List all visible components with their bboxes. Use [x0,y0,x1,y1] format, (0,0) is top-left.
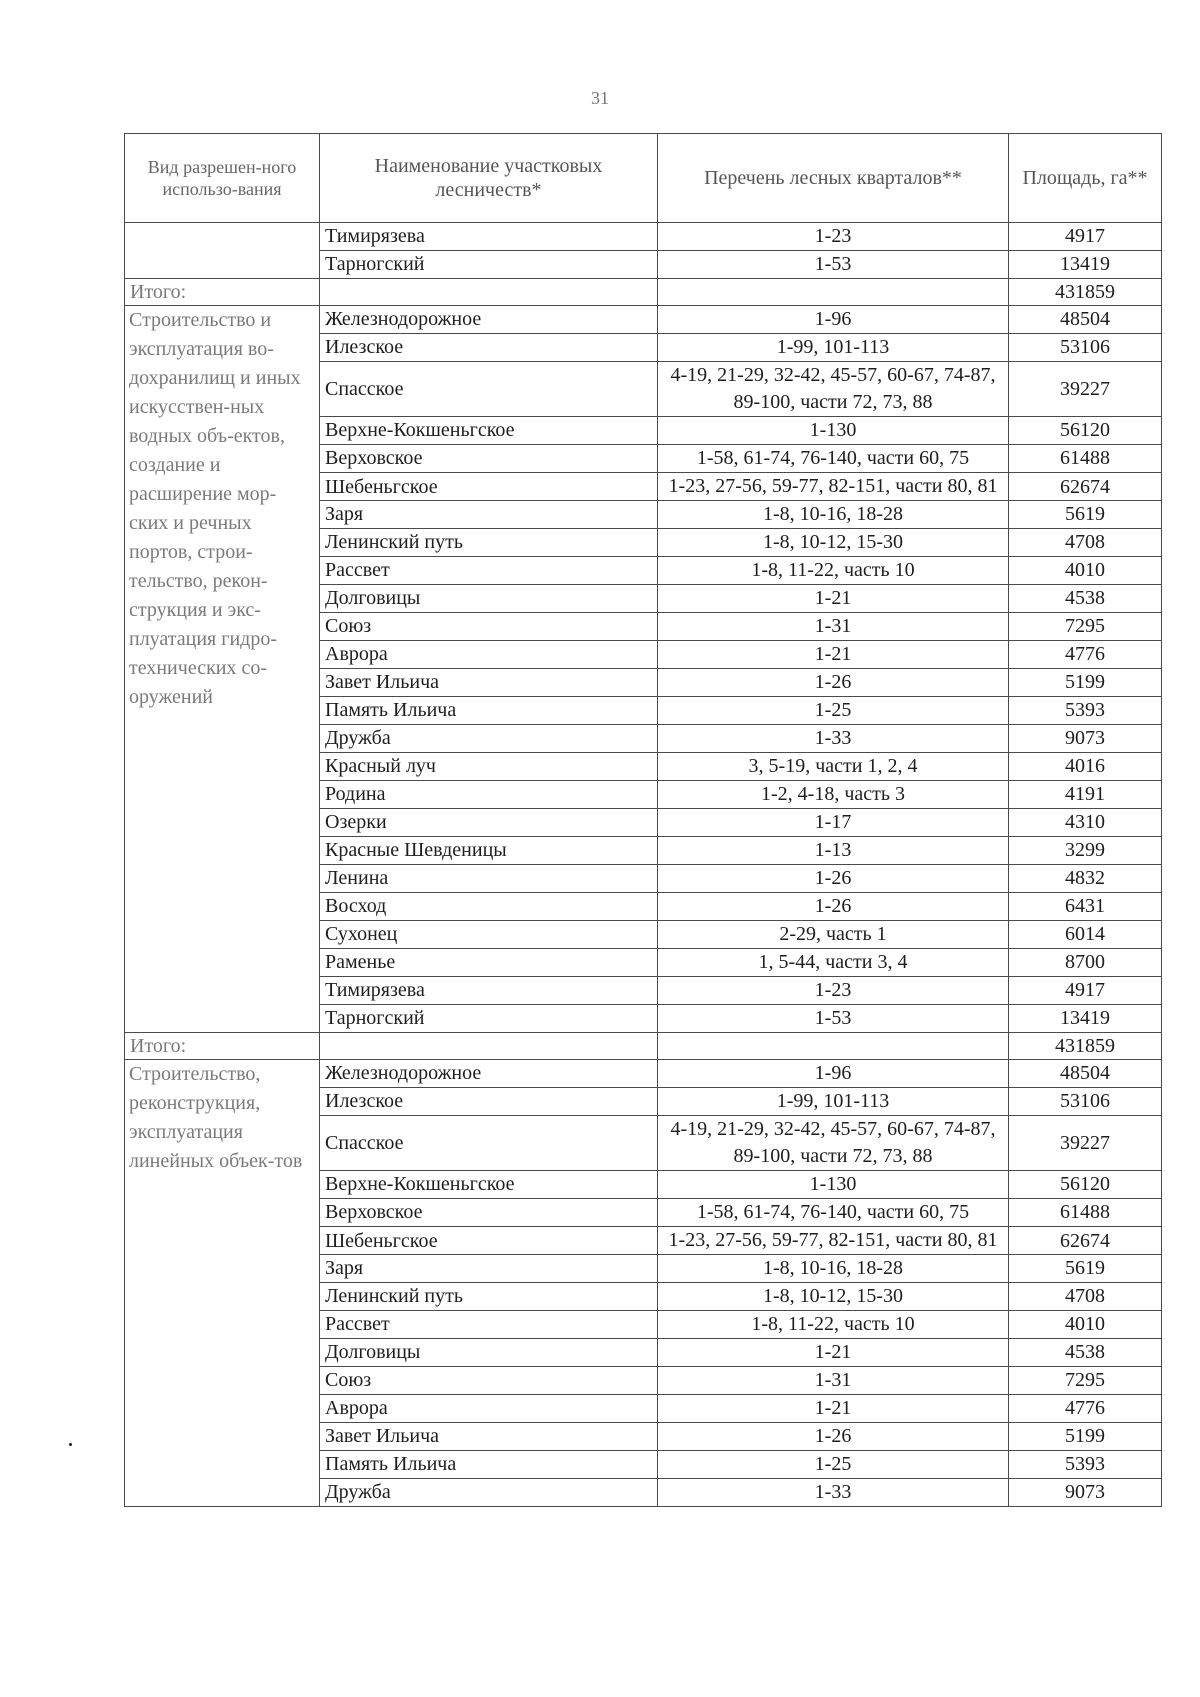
forestry-name: Тимирязева [320,977,658,1005]
area-value: 4016 [1009,753,1162,781]
forest-quarters-table [124,133,1162,1507]
forestry-name: Восход [320,893,658,921]
table-row [125,306,1162,334]
forestry-name: Память Ильича [320,1451,658,1479]
quarters-list: 1-23, 27-56, 59-77, 82-151, части 80, 81 [658,1227,1009,1255]
total-empty [320,1033,658,1060]
forestry-name: Рассвет [320,557,658,585]
table-body [125,223,1162,1507]
header-quarters: Перечень лесных кварталов** [658,134,1009,223]
area-value: 4708 [1009,529,1162,557]
forestry-name: Долговицы [320,585,658,613]
total-empty [658,1033,1009,1060]
quarters-list: 1-53 [658,1005,1009,1033]
forestry-name: Железнодорожное [320,1060,658,1088]
quarters-list: 4-19, 21-29, 32-42, 45-57, 60-67, 74-87, 89-100, части 72, 73, 88 [658,1116,1009,1171]
forestry-name: Сухонец [320,921,658,949]
forestry-name: Тарногский [320,1005,658,1033]
area-value: 4010 [1009,1311,1162,1339]
quarters-list: 1-23, 27-56, 59-77, 82-151, части 80, 81 [658,473,1009,501]
forestry-name: Озерки [320,809,658,837]
forestry-name: Долговицы [320,1339,658,1367]
quarters-list: 1-17 [658,809,1009,837]
quarters-list: 2-29, часть 1 [658,921,1009,949]
area-value: 5393 [1009,1451,1162,1479]
forestry-name: Дружба [320,725,658,753]
quarters-list: 1-26 [658,865,1009,893]
area-value: 9073 [1009,725,1162,753]
area-value: 5393 [1009,697,1162,725]
quarters-list: 1-26 [658,893,1009,921]
quarters-list: 1-21 [658,1339,1009,1367]
forestry-name: Верховское [320,1199,658,1227]
forestry-name: Илезское [320,334,658,362]
area-value: 4010 [1009,557,1162,585]
quarters-list: 1-99, 101-113 [658,334,1009,362]
quarters-list: 1-8, 11-22, часть 10 [658,1311,1009,1339]
quarters-list: 1-25 [658,697,1009,725]
area-value: 4191 [1009,781,1162,809]
area-value: 4917 [1009,223,1162,251]
area-value: 4708 [1009,1283,1162,1311]
area-value: 6014 [1009,921,1162,949]
usage-cell-continued [125,223,320,279]
quarters-list: 1-31 [658,613,1009,641]
area-value: 48504 [1009,1060,1162,1088]
forestry-name: Ленинский путь [320,1283,658,1311]
forestry-name: Аврора [320,641,658,669]
quarters-list: 1-130 [658,417,1009,445]
quarters-list: 1-33 [658,725,1009,753]
area-value: 56120 [1009,1171,1162,1199]
area-value: 4776 [1009,641,1162,669]
forestry-name: Тимирязева [320,223,658,251]
area-value: 62674 [1009,473,1162,501]
forestry-name: Ленинский путь [320,529,658,557]
quarters-list: 1-25 [658,1451,1009,1479]
quarters-list: 1-99, 101-113 [658,1088,1009,1116]
area-value: 4917 [1009,977,1162,1005]
area-value: 39227 [1009,1116,1162,1171]
forestry-name: Шебеньгское [320,1227,658,1255]
quarters-list: 1-8, 10-12, 15-30 [658,529,1009,557]
area-value: 48504 [1009,306,1162,334]
total-label: Итого: [125,279,320,306]
quarters-list: 1-8, 10-12, 15-30 [658,1283,1009,1311]
forestry-name: Железнодорожное [320,306,658,334]
forestry-name: Союз [320,613,658,641]
forestry-name: Родина [320,781,658,809]
area-value: 4832 [1009,865,1162,893]
forestry-name: Заря [320,1255,658,1283]
quarters-list: 1-58, 61-74, 76-140, части 60, 75 [658,1199,1009,1227]
forestry-name: Илезское [320,1088,658,1116]
quarters-list: 4-19, 21-29, 32-42, 45-57, 60-67, 74-87, 89-100, части 72, 73, 88 [658,362,1009,417]
forestry-name: Красные Шевденицы [320,837,658,865]
area-value: 13419 [1009,251,1162,279]
area-value: 4310 [1009,809,1162,837]
forestry-name: Раменье [320,949,658,977]
forestry-name: Союз [320,1367,658,1395]
total-empty [658,279,1009,306]
area-value: 3299 [1009,837,1162,865]
quarters-list: 1-58, 61-74, 76-140, части 60, 75 [658,445,1009,473]
area-value: 5619 [1009,501,1162,529]
forestry-name: Спасское [320,1116,658,1171]
forestry-name: Заря [320,501,658,529]
total-area: 431859 [1009,1033,1162,1060]
quarters-list: 3, 5-19, части 1, 2, 4 [658,753,1009,781]
forestry-name: Ленина [320,865,658,893]
area-value: 5199 [1009,669,1162,697]
quarters-list: 1-130 [658,1171,1009,1199]
quarters-list: 1-31 [658,1367,1009,1395]
quarters-list: 1-26 [658,1423,1009,1451]
quarters-list: 1-8, 10-16, 18-28 [658,1255,1009,1283]
quarters-list: 1-21 [658,585,1009,613]
total-empty [320,279,658,306]
forestry-name: Красный луч [320,753,658,781]
forestry-name: Дружба [320,1479,658,1507]
forestry-name: Завет Ильича [320,669,658,697]
quarters-list: 1-23 [658,223,1009,251]
page-number: 31 [591,88,609,108]
forestry-name: Завет Ильича [320,1423,658,1451]
quarters-list: 1-23 [658,977,1009,1005]
quarters-list: 1-33 [658,1479,1009,1507]
area-value: 5619 [1009,1255,1162,1283]
table-row [125,1060,1162,1088]
area-value: 7295 [1009,1367,1162,1395]
quarters-list: 1-8, 10-16, 18-28 [658,501,1009,529]
total-row [125,279,1162,306]
area-value: 5199 [1009,1423,1162,1451]
forestry-name: Спасское [320,362,658,417]
forestry-name: Память Ильича [320,697,658,725]
quarters-list: 1-13 [658,837,1009,865]
header-forestry: Наименование участковых лесничеств* [320,134,658,223]
quarters-list: 1-2, 4-18, часть 3 [658,781,1009,809]
quarters-list: 1-26 [658,669,1009,697]
quarters-list: 1, 5-44, части 3, 4 [658,949,1009,977]
area-value: 6431 [1009,893,1162,921]
table-row [125,223,1162,251]
area-value: 13419 [1009,1005,1162,1033]
quarters-list: 1-96 [658,1060,1009,1088]
area-value: 8700 [1009,949,1162,977]
forestry-name: Шебеньгское [320,473,658,501]
quarters-list: 1-96 [658,306,1009,334]
table-header-row [125,134,1162,223]
area-value: 4776 [1009,1395,1162,1423]
forestry-name: Верхне-Кокшеньгское [320,1171,658,1199]
scan-speck [69,1443,72,1446]
usage-type-cell: Строительство и эксплуатация во-дохранилищ и иных искусствен-ных водных объ-ектов, создание и расширение мор-ских и речных портов, строи-тельство, рекон-струкция и экс-плуатация гидро-технических со-оружений [125,306,320,1033]
quarters-list: 1-21 [658,641,1009,669]
area-value: 4538 [1009,585,1162,613]
area-value: 39227 [1009,362,1162,417]
forestry-name: Верховское [320,445,658,473]
forestry-name: Тарногский [320,251,658,279]
quarters-list: 1-8, 11-22, часть 10 [658,557,1009,585]
area-value: 53106 [1009,1088,1162,1116]
total-row [125,1033,1162,1060]
quarters-list: 1-53 [658,251,1009,279]
quarters-list: 1-21 [658,1395,1009,1423]
header-usage: Вид разрешен-ного использо-вания [125,134,320,223]
forestry-name: Аврора [320,1395,658,1423]
area-value: 9073 [1009,1479,1162,1507]
forestry-name: Рассвет [320,1311,658,1339]
forestry-name: Верхне-Кокшеньгское [320,417,658,445]
area-value: 56120 [1009,417,1162,445]
total-area: 431859 [1009,279,1162,306]
area-value: 62674 [1009,1227,1162,1255]
usage-type-cell: Строительство, реконструкция, эксплуатация линейных объек-тов [125,1060,320,1507]
area-value: 7295 [1009,613,1162,641]
area-value: 53106 [1009,334,1162,362]
area-value: 4538 [1009,1339,1162,1367]
header-area: Площадь, га** [1009,134,1162,223]
area-value: 61488 [1009,445,1162,473]
area-value: 61488 [1009,1199,1162,1227]
total-label: Итого: [125,1033,320,1060]
